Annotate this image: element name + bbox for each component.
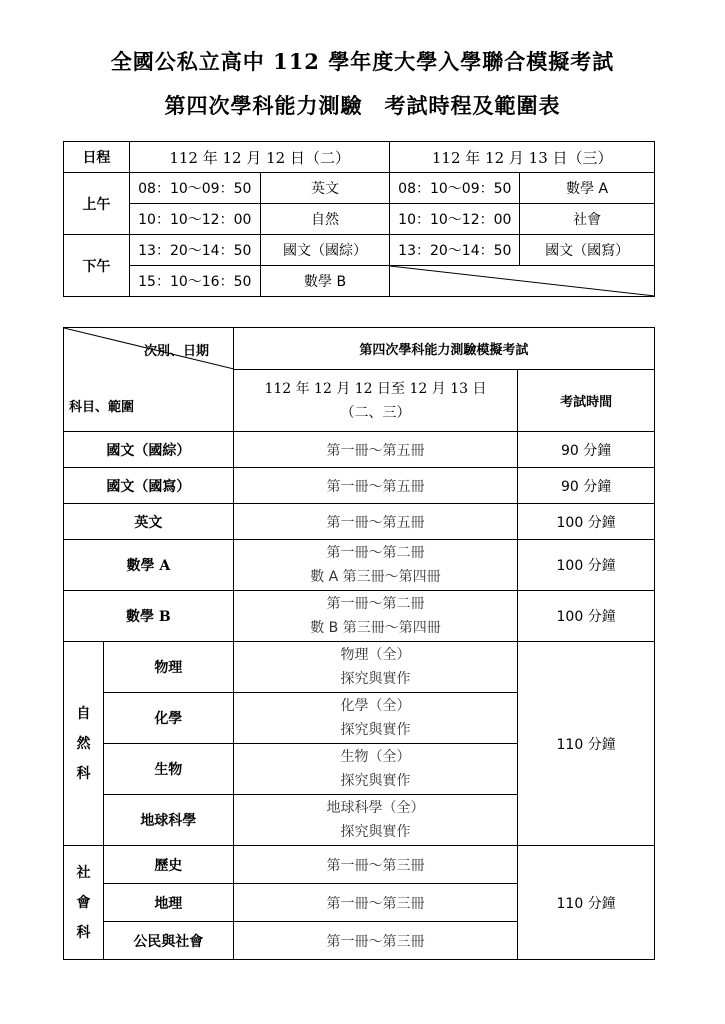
time-slot: 10：10～12：00: [129, 204, 260, 235]
range-line: 數 B 第三冊～第四冊: [310, 620, 441, 636]
subject: 國文（國綜）: [260, 235, 390, 266]
science-row: [64, 642, 655, 693]
subject-cell: 地理: [103, 884, 233, 922]
range-header-row: [64, 328, 655, 370]
time-slot: 13：20～14：50: [129, 235, 260, 266]
range-row: [64, 591, 655, 642]
time-slot: 08：10～09：50: [390, 173, 520, 204]
group-char: 社: [76, 864, 91, 881]
empty-slashed-cell: [390, 266, 655, 297]
schedule-header-label: 日程: [64, 142, 130, 173]
subject: 自然: [260, 204, 390, 235]
science-group-label: [64, 642, 104, 846]
schedule-header-row: [64, 142, 655, 173]
subject-cell: 數學 B: [64, 591, 234, 642]
range-cell: [233, 744, 518, 795]
schedule-row: [64, 235, 655, 266]
time-cell: 100 分鐘: [518, 591, 655, 642]
range-line: 物理（全）: [340, 647, 411, 663]
subject: 數學 B: [260, 266, 390, 297]
range-cell: [233, 642, 518, 693]
range-row: [64, 540, 655, 591]
time-cell: 100 分鐘: [518, 504, 655, 540]
range-table: [63, 327, 655, 960]
time-cell: 110 分鐘: [518, 642, 655, 846]
subject-cell: 化學: [103, 693, 233, 744]
subject-cell: 英文: [64, 504, 234, 540]
exam-date-line1: 112 年 12 月 12 日至 12 月 13 日: [264, 380, 487, 397]
range-line: 地球科學（全）: [326, 800, 425, 816]
subject: 國文（國寫）: [520, 235, 655, 266]
range-row: [64, 504, 655, 540]
afternoon-label: 下午: [64, 235, 130, 297]
exam-name: 第四次學科能力測驗模擬考試: [233, 328, 654, 370]
group-char: 科: [76, 924, 91, 941]
range-line: 探究與實作: [340, 824, 411, 840]
range-cell: 第一冊～第五冊: [233, 468, 518, 504]
subject: 數學 A: [520, 173, 655, 204]
time-slot: 15：10～16：50: [129, 266, 260, 297]
time-slot: 10：10～12：00: [390, 204, 520, 235]
group-char: 然: [76, 735, 91, 752]
corner-top-label: 次別、日期: [144, 344, 210, 359]
schedule-table: [63, 141, 655, 297]
range-line: 第一冊～第二冊: [326, 596, 425, 612]
range-line: 探究與實作: [340, 773, 411, 789]
corner-cell: [64, 328, 234, 432]
range-cell: [233, 591, 518, 642]
range-line: 探究與實作: [340, 671, 411, 687]
document-title: 全國公私立高中 112 學年度大學入學聯合模擬考試: [110, 49, 615, 74]
range-line: 探究與實作: [340, 722, 411, 738]
time-cell: 90 分鐘: [518, 468, 655, 504]
range-cell: [233, 693, 518, 744]
subject-cell: 物理: [103, 642, 233, 693]
corner-bottom-label: 科目、範圍: [69, 400, 135, 415]
document-subtitle: 第四次學科能力測驗 考試時程及範圍表: [164, 93, 561, 118]
subject-cell: 歷史: [103, 846, 233, 884]
subject: 社會: [520, 204, 655, 235]
group-char: 自: [76, 705, 91, 722]
schedule-day2: 112 年 12 月 13 日（三）: [390, 142, 655, 173]
range-cell: 第一冊～第三冊: [233, 884, 518, 922]
range-row: [64, 468, 655, 504]
range-line: 生物（全）: [340, 749, 411, 765]
time-slot: 08：10～09：50: [129, 173, 260, 204]
range-row: [64, 432, 655, 468]
time-cell: 100 分鐘: [518, 540, 655, 591]
subject-cell: 生物: [103, 744, 233, 795]
range-cell: 第一冊～第三冊: [233, 846, 518, 884]
subject-cell: 公民與社會: [103, 922, 233, 960]
range-cell: 第一冊～第三冊: [233, 922, 518, 960]
range-cell: 第一冊～第五冊: [233, 504, 518, 540]
schedule-row: [64, 173, 655, 204]
subject-cell: 地球科學: [103, 795, 233, 846]
subject-cell: 數學 A: [64, 540, 234, 591]
time-header: 考試時間: [518, 370, 655, 432]
range-cell: [233, 540, 518, 591]
subject-cell: 國文（國寫）: [64, 468, 234, 504]
time-cell: 110 分鐘: [518, 846, 655, 960]
diagonal-line: [390, 266, 655, 296]
exam-date: [233, 370, 518, 432]
exam-date-line2: （二、三）: [340, 404, 411, 421]
subject: 英文: [260, 173, 390, 204]
group-char: 科: [76, 765, 91, 782]
range-line: 第一冊～第二冊: [326, 545, 425, 561]
range-cell: [233, 795, 518, 846]
subject-cell: 國文（國綜）: [64, 432, 234, 468]
group-char: 會: [76, 894, 91, 911]
schedule-row: [64, 266, 655, 297]
morning-label: 上午: [64, 173, 130, 235]
social-row: [64, 846, 655, 884]
social-group-label: [64, 846, 104, 960]
range-line: 數 A 第三冊～第四冊: [310, 569, 441, 585]
time-cell: 90 分鐘: [518, 432, 655, 468]
schedule-day1: 112 年 12 月 12 日（二）: [129, 142, 390, 173]
range-line: 化學（全）: [340, 698, 411, 714]
range-cell: 第一冊～第五冊: [233, 432, 518, 468]
time-slot: 13：20～14：50: [390, 235, 520, 266]
schedule-row: [64, 204, 655, 235]
